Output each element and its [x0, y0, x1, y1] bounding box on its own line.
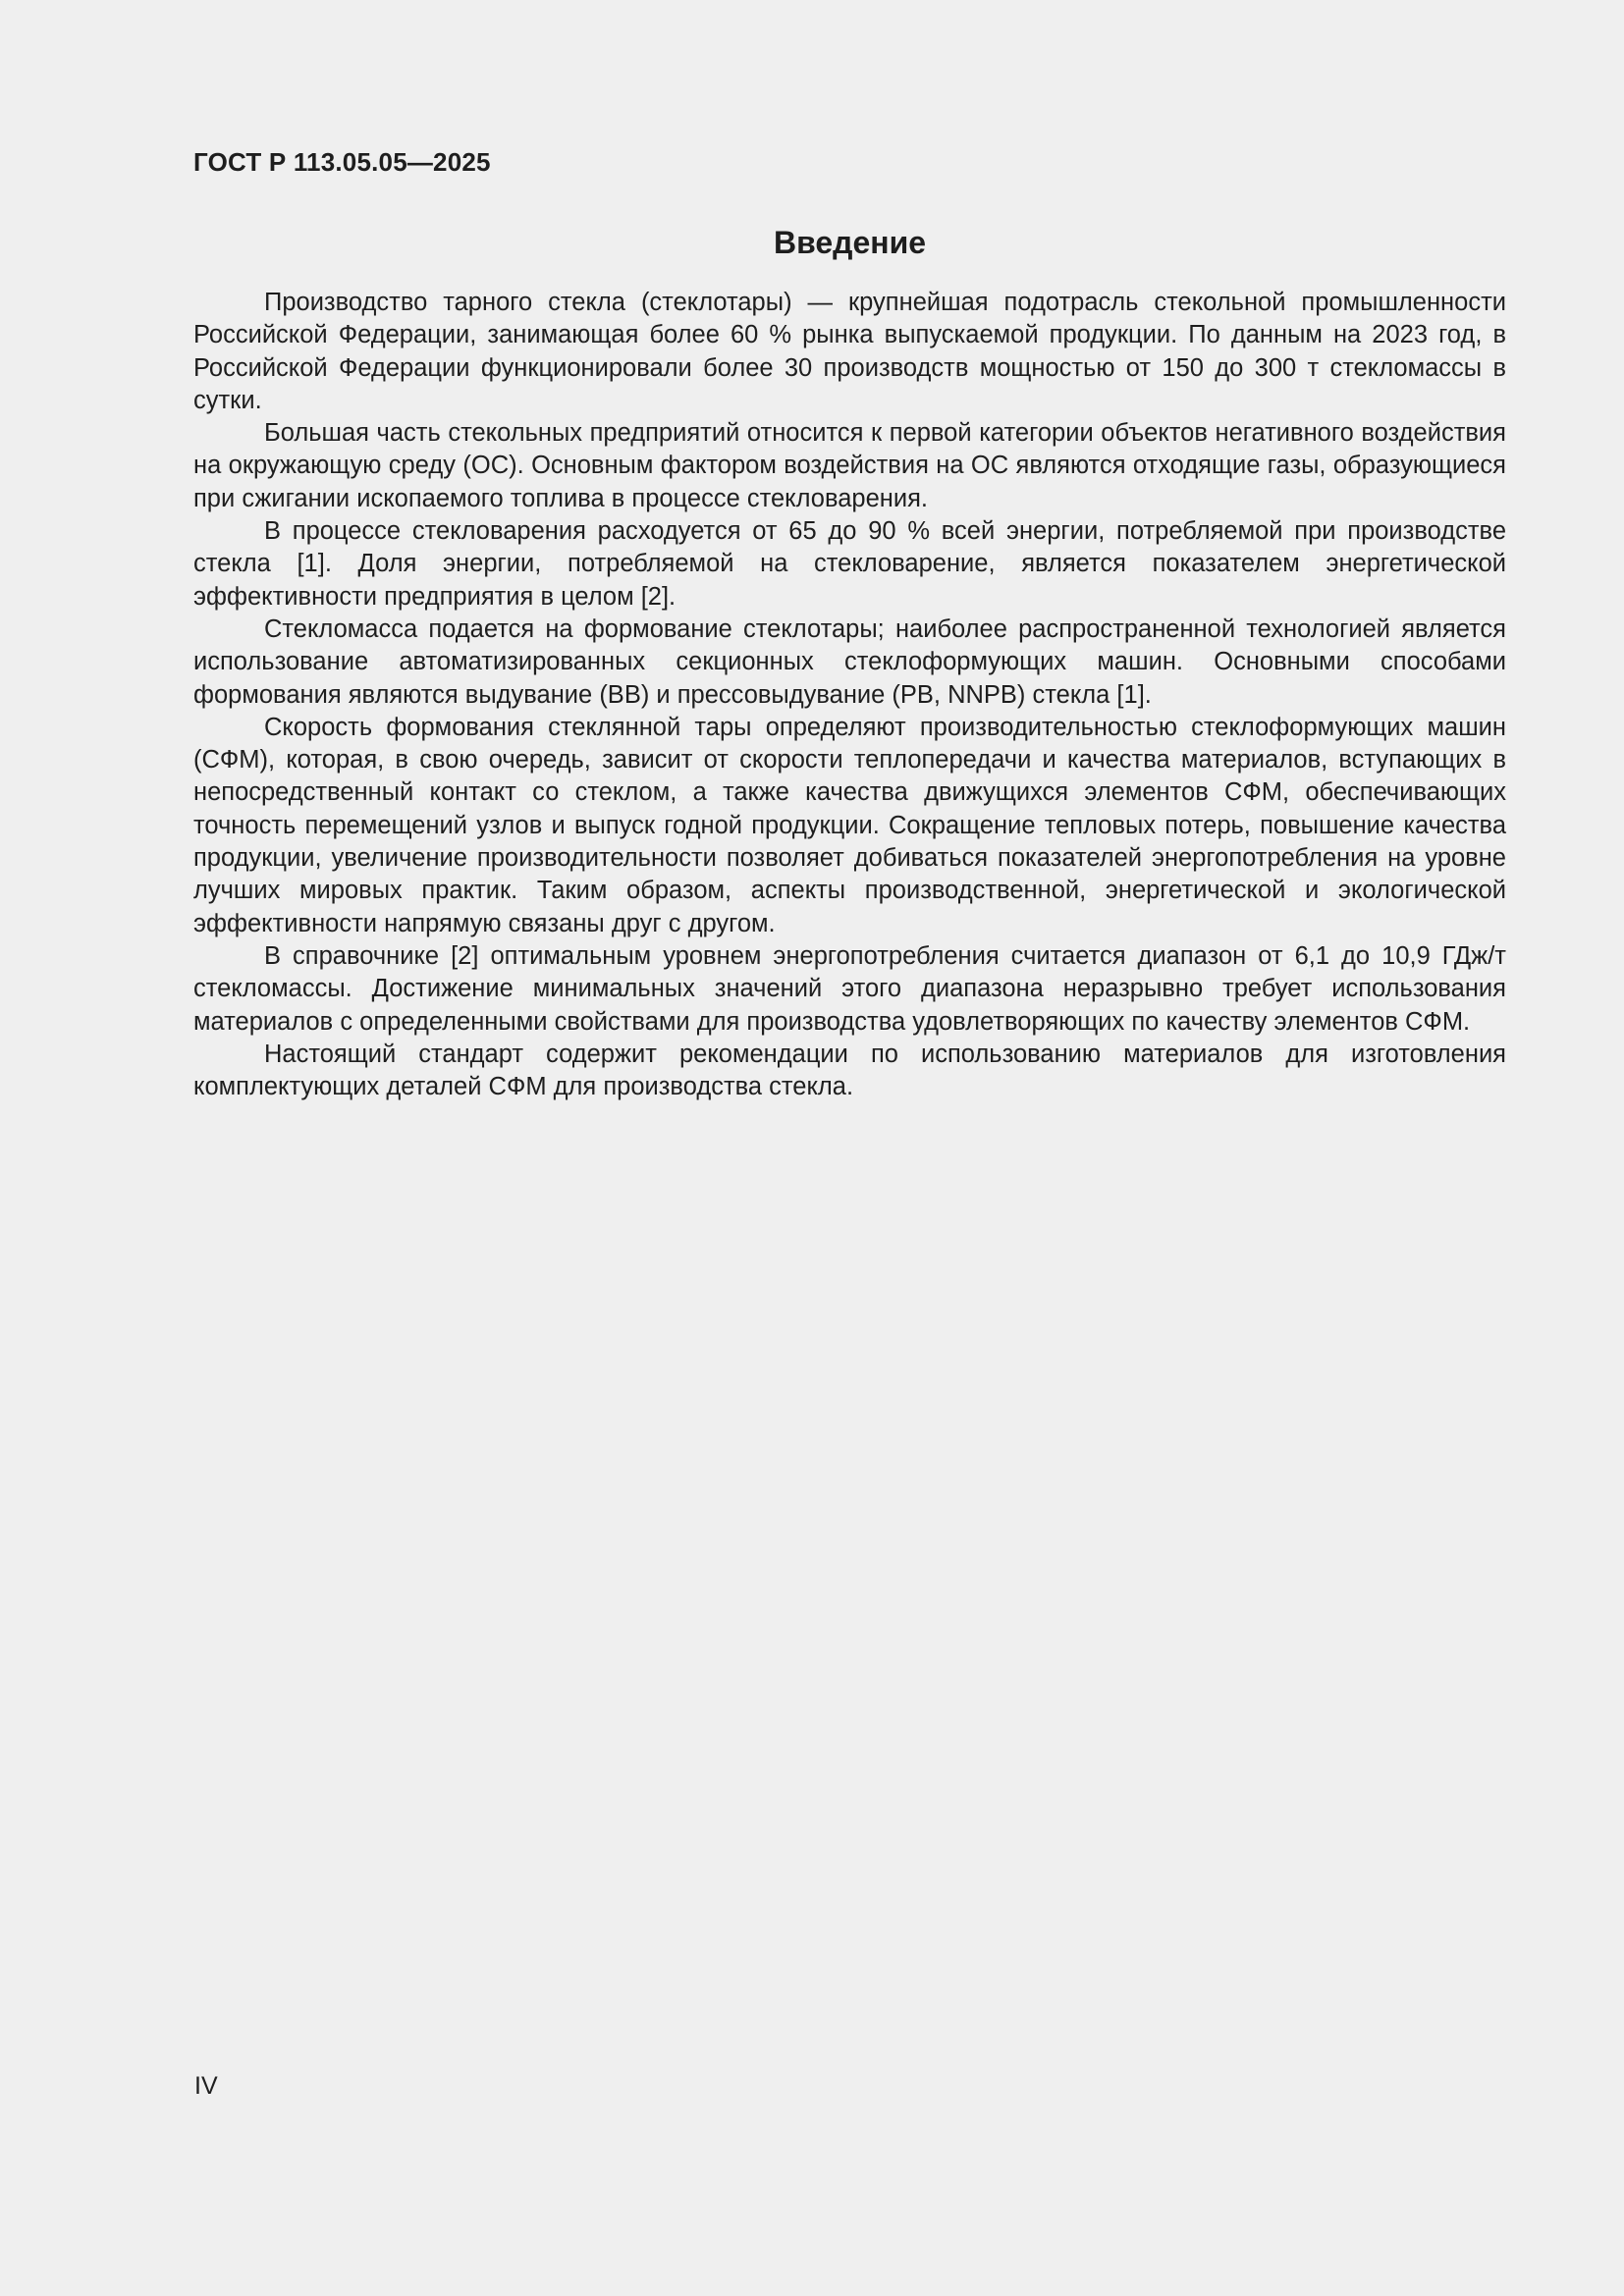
- body-text: [193, 287, 1506, 1103]
- paragraph-4: Стекломасса подается на формование стеклотары; наиболее распространенной технологией является использование автоматизированных секционных стеклоформующих машин. Основными способами формования являются выдувание (ВВ) и прессовыдувание (РВ, NNPB) стекла [1].: [193, 614, 1506, 709]
- page-number: IV: [194, 2072, 218, 2100]
- paragraph-5: Скорость формования стеклянной тары определяют производительностью стеклоформующих машин (СФМ), которая, в свою очередь, зависит от скорости теплопередачи и качества материалов, вступающих в непосредственный контакт со стеклом, а также качества движущихся элементов СФМ, обеспечивающих точность перемещений узлов и выпуск годной продукции. Сокращение тепловых потерь, повышение качества продукции, увеличение производительности позволяет добиваться показателей энергопотребления на уровне лучших мировых практик. Таким образом, аспекты производственной, энергетической и экологической эффективности напрямую связаны друг с другом.: [193, 713, 1506, 937]
- section-title: Введение: [773, 225, 927, 260]
- standard-code-header: ГОСТ Р 113.05.05—2025: [193, 147, 491, 177]
- paragraph-7: Настоящий стандарт содержит рекомендации по использованию материалов для изготовления комплектующих деталей СФМ для производства стекла.: [193, 1040, 1506, 1101]
- paragraph-3: В процессе стекловарения расходуется от 65 до 90 % всей энергии, потребляемой при производстве стекла [1]. Доля энергии, потребляемой на стекловарение, является показателем энергетической эффективности предприятия в целом [2].: [193, 517, 1506, 611]
- paragraph-6: В справочнике [2] оптимальным уровнем энергопотребления считается диапазон от 6,1 до 10,9 ГДж/т стекломассы. Достижение минимальных значений этого диапазона неразрывно требует использования материалов с определенными свойствами для производства удовлетворяющих по качеству элементов СФМ.: [193, 941, 1506, 1036]
- paragraph-2: Большая часть стекольных предприятий относится к первой категории объектов негативного воздействия на окружающую среду (ОС). Основным фактором воздействия на ОС являются отходящие газы, образующиеся при сжигании ископаемого топлива в процессе стекловарения.: [193, 419, 1506, 512]
- paragraph-1: Производство тарного стекла (стеклотары) — крупнейшая подотрасль стекольной промышленности Российской Федерации, занимающая более 60 % рынка выпускаемой продукции. По данным на 2023 год, в Российской Федерации функционировали более 30 производств мощностью от 150 до 300 т стекломассы в сутки.: [193, 289, 1506, 414]
